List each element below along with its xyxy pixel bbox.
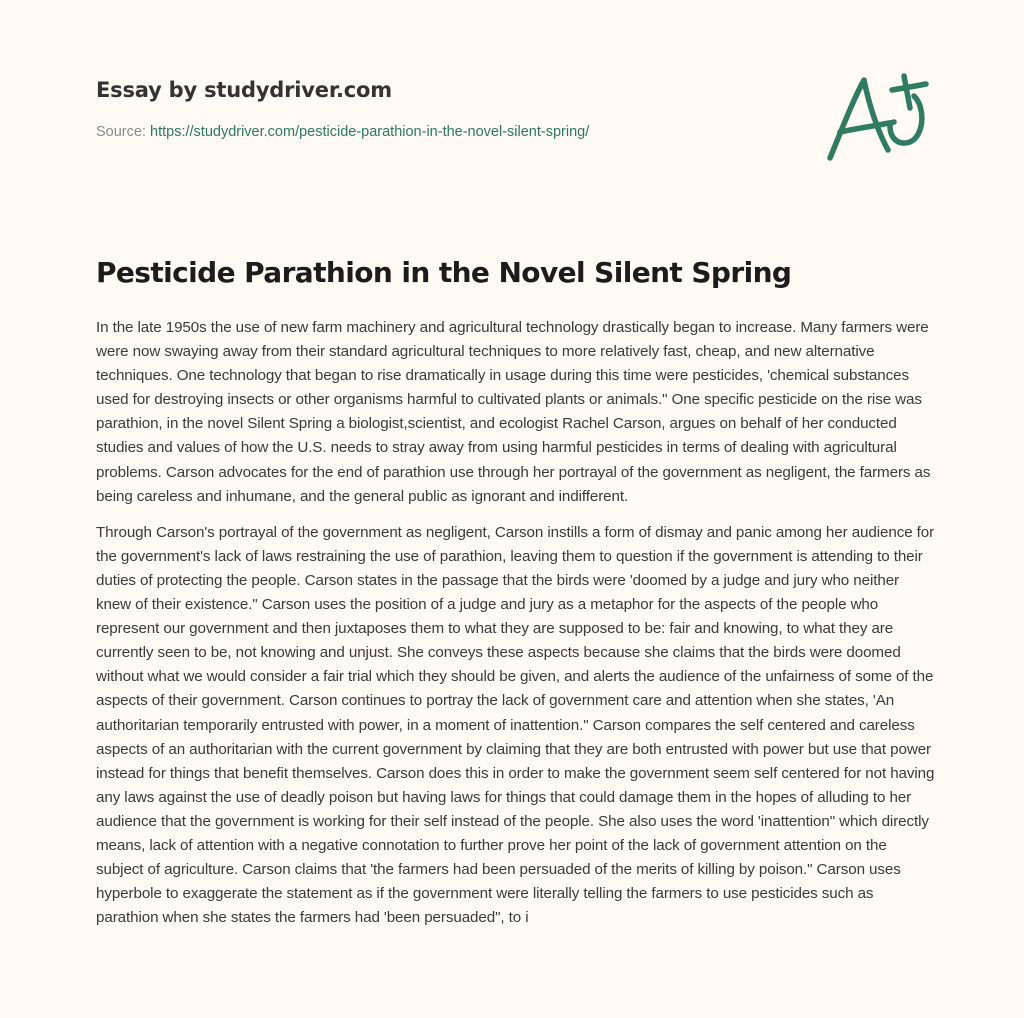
article-body <box>96 316 936 942</box>
source-label: Source: <box>96 124 146 140</box>
article-title: Pesticide Parathion in the Novel Silent Spring <box>96 256 792 289</box>
paragraph: In the late 1950s the use of new farm machinery and agricultural technology drastically began to increase. Many farmers were were now swaying away from their standard agricultural techniques to more relatively fast, cheap, and new alternative techniques. One technology that began to rise dramatically in usage during this time were pesticides, 'chemical substances used for destroying insects or other organisms harmful to cultivated plants or animals." One specific pesticide on the rise was parathion, in the novel Silent Spring a biologist,scientist, and ecologist Rachel Carson, argues on behalf of her conducted studies and values of how the U.S. needs to stray away from using harmful pesticides in terms of dealing with agricultural problems. Carson advocates for the end of parathion use through her portrayal of the government as negligent, the farmers as being careless and inhumane, and the general public as ignorant and indifferent. <box>96 319 931 505</box>
source-line <box>96 122 796 142</box>
a-plus-grade-icon <box>818 66 934 166</box>
brand-title: Essay by studydriver.com <box>96 78 392 102</box>
paragraph: Through Carson's portrayal of the government as negligent, Carson instills a form of dismay and panic among her audience for the government's lack of laws restraining the use of parathion, leaving them to question if the government is attending to their duties of protecting the people. Carson states in the passage that the birds were 'doomed by a judge and jury who neither knew of their existence." Carson uses the position of a judge and jury as a metaphor for the aspects of the people who represent our government and then juxtaposes them to what they are supposed to be: fair and knowing, to what they are currently seen to be, not knowing and unjust. She conveys these aspects because she claims that the birds were doomed without what we would consider a fair trial which they should be given, and alerts the audience of the unfairness of some of the aspects of their government. Carson continues to portray the lack of government care and attention when she states, 'An authoritarian temporarily entrusted with power, in a moment of inattention." Carson compares the self centered and careless aspects of an authoritarian with the current government by claiming that they are both entrusted with power but use that power instead for things that benefit themselves. Carson does this in order to make the government seem self centered for not having any laws against the use of deadly poison but having laws for things that could damage them in the hopes of alluding to her audience that the government is working for their self instead of the people. She also uses the word 'inattention" which directly means, lack of attention with a negative connotation to further prove her point of the lack of government attention on the subject of agriculture. Carson claims that 'the farmers had been persuaded of the merits of killing by poison." Carson uses hyperbole to exaggerate the statement as if the government were literally telling the farmers to use pesticides such as parathion when she states the farmers had 'been persuaded", to i <box>96 523 935 927</box>
source-link[interactable]: https://studydriver.com/pesticide-parathion-in-the-novel-silent-spring/ <box>150 124 590 140</box>
page-header <box>96 74 796 142</box>
